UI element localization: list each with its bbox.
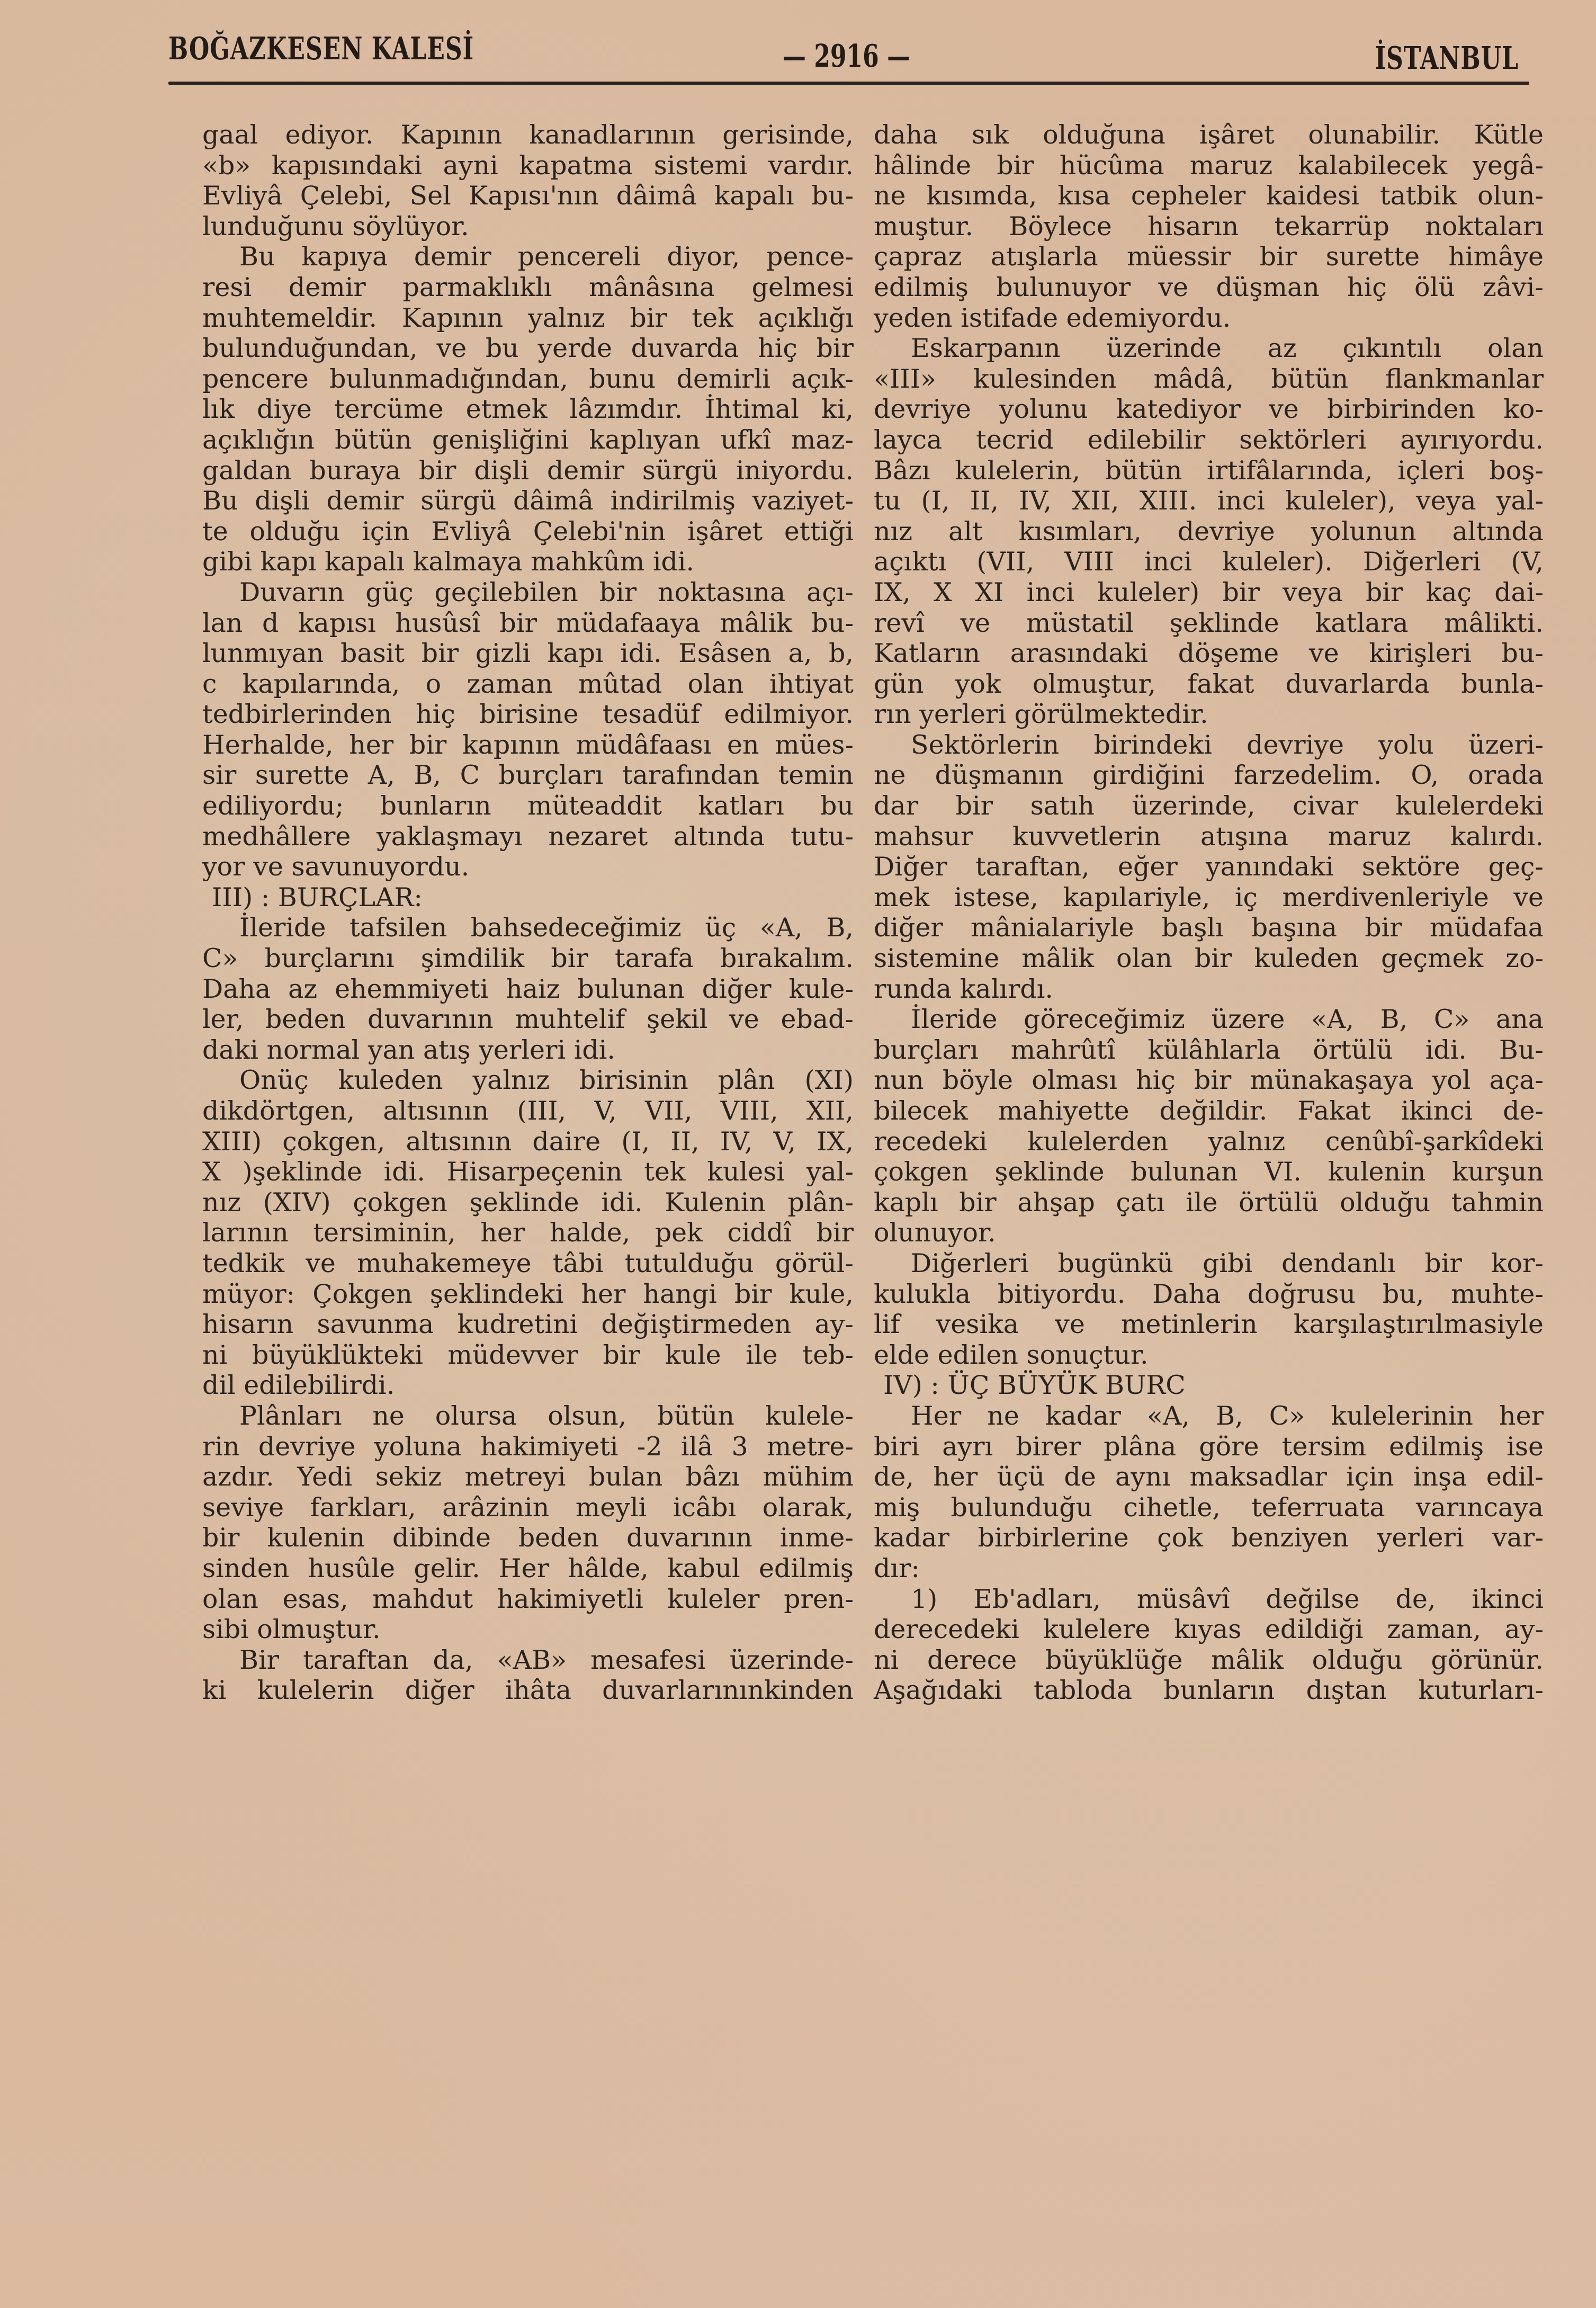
text-line: ki kulelerin diğer ihâta duvarlarınınkinden	[202, 1675, 854, 1706]
text-line: elde edilen sonuçtur.	[874, 1339, 1149, 1370]
text-line: Bir taraftan da, «AB» mesafesi üzerinde-	[239, 1644, 854, 1675]
text-line: gaal ediyor. Kapının kanadlarının gerisinde,	[202, 120, 854, 150]
text-line: bilecek mahiyette değildir. Fakat ikinci de-	[874, 1096, 1544, 1126]
text-line: mahsur kuvvetlerin atışına maruz kalırdı.	[874, 821, 1544, 852]
text-line: Evliyâ Çelebi, Sel Kapısı'nın dâimâ kapalı bu-	[202, 181, 854, 211]
text-line: nız alt kısımları, devriye yolunun altında	[874, 516, 1544, 547]
text-line: dır:	[874, 1553, 920, 1584]
text-line: miş bulunduğu cihetle, teferruata varıncaya	[874, 1492, 1544, 1523]
text-line: hâlinde bir hücûma maruz kalabilecek yegâ-	[874, 150, 1544, 181]
text-line: açıktı (VII, VIII inci kuleler). Diğerleri (V,	[874, 547, 1544, 577]
text-line: sinden husûle gelir. Her hâlde, kabul edilmiş	[202, 1553, 854, 1584]
text-line: yeden istifade edemiyordu.	[874, 302, 1231, 333]
text-line: hisarın savunma kudretini değiştirmeden ay-	[202, 1309, 854, 1340]
text-line: «III» kulesinden mâdâ, bütün flankmanlar	[874, 363, 1544, 394]
text-line: açıklığın bütün genişliğini kaplıyan ufkî maz-	[202, 424, 854, 455]
text-line: sibi olmuştur.	[202, 1614, 381, 1645]
text-line: İleride göreceğimiz üzere «A, B, C» ana	[911, 1004, 1544, 1035]
text-line: azdır. Yedi sekiz metreyi bulan bâzı mühim	[202, 1462, 854, 1492]
text-line: lık diye tercüme etmek lâzımdır. İhtimal ki,	[202, 394, 854, 425]
text-line: dar bir satıh üzerinde, civar kulelerdeki	[874, 791, 1544, 821]
text-line: yor ve savunuyordu.	[202, 852, 470, 882]
text-line: Katların arasındaki döşeme ve kirişleri bu-	[874, 638, 1544, 669]
text-line: ne kısımda, kısa cepheler kaidesi tatbik olun-	[874, 181, 1544, 211]
text-line: bulunduğundan, ve bu yerde duvarda hiç bir	[202, 333, 854, 364]
text-line: burçları mahrûtî külâhlarla örtülü idi. Bu-	[874, 1034, 1544, 1065]
text-line: ler, beden duvarının muhtelif şekil ve ebad-	[202, 1004, 854, 1035]
text-line: gün yok olmuştur, fakat duvarlarda bunla-	[874, 668, 1544, 699]
text-line: lunmıyan basit bir gizli kapı idi. Esâsen a, b,	[202, 638, 854, 669]
text-line: muştur. Böylece hisarın tekarrüp noktaları	[874, 211, 1544, 241]
text-line: Diğerleri bugünkü gibi dendanlı bir kor-	[911, 1248, 1544, 1278]
text-line: Bu kapıya demir pencereli diyor, pence-	[239, 241, 854, 272]
text-line: Bâzı kulelerin, bütün irtifâlarında, içleri boş-	[874, 455, 1544, 486]
page-number: — 2916 —	[783, 38, 911, 75]
right-column	[874, 120, 1544, 1706]
text-line: İleride tafsilen bahsedeceğimiz üç «A, B,	[239, 913, 854, 943]
text-line: tedbirlerinden hiç birisine tesadüf edilmiyor.	[202, 699, 854, 730]
text-line: Eskarpanın üzerinde az çıkıntılı olan	[911, 333, 1544, 364]
text-line: nun böyle olması hiç bir münakaşaya yol aça-	[874, 1065, 1544, 1096]
text-line: ni derece büyüklüğe mâlik olduğu görünür.	[874, 1644, 1544, 1675]
text-line: daki normal yan atış yerleri idi.	[202, 1034, 615, 1065]
text-line: kaplı bir ahşap çatı ile örtülü olduğu tahmin	[874, 1187, 1544, 1218]
text-line: lif vesika ve metinlerin karşılaştırılmasiyle	[874, 1309, 1544, 1340]
text-line: muhtemeldir. Kapının yalnız bir tek açıklığı	[202, 302, 854, 333]
text-line: kadar birbirlerine çok benziyen yerleri var-	[874, 1523, 1544, 1553]
text-line: Duvarın güç geçilebilen bir noktasına açı-	[239, 577, 854, 607]
text-line: c kapılarında, o zaman mûtad olan ihtiyat	[202, 668, 854, 699]
text-line: bir kulenin dibinde beden duvarının inme-	[202, 1523, 854, 1553]
text-line: 1) Eb'adları, müsâvî değilse de, ikinci	[911, 1584, 1544, 1614]
text-line: edilmiş bulunuyor ve düşman hiç ölü zâvi-	[874, 272, 1544, 302]
text-line: runda kalırdı.	[874, 973, 1053, 1004]
header-rule	[168, 82, 1529, 85]
text-line: ediliyordu; bunların müteaddit katları bu	[202, 791, 854, 821]
text-line: kulukla bitiyordu. Daha doğrusu bu, muhte-	[874, 1278, 1544, 1309]
text-line: çokgen şeklinde bulunan VI. kulenin kurşun	[874, 1157, 1544, 1187]
text-line: devriye yolunu katediyor ve birbirinden ko-	[874, 394, 1544, 425]
text-line: dil edilebilirdi.	[202, 1370, 395, 1401]
text-line: Bu dişli demir sürgü dâimâ indirilmiş vaziyet-	[202, 486, 854, 516]
text-line: tu (I, II, IV, XII, XIII. inci kuleler), veya yal-	[874, 486, 1544, 516]
text-line: pencere bulunmadığından, bunu demirli açık-	[202, 363, 854, 394]
text-line: dikdörtgen, altısının (III, V, VII, VIII, XII,	[202, 1096, 854, 1126]
text-line: Daha az ehemmiyeti haiz bulunan diğer kule-	[202, 973, 854, 1004]
running-title: BOĞAZKESEN KALESİ	[168, 31, 474, 67]
text-line: galdan buraya bir dişli demir sürgü iniyordu.	[202, 455, 854, 486]
text-line: tedkik ve muhakemeye tâbi tutulduğu görül-	[202, 1248, 854, 1278]
section-heading: IV) : ÜÇ BÜYÜK BURC	[883, 1370, 1186, 1401]
text-line: «b» kapısındaki ayni kapatma sistemi vardır.	[202, 150, 854, 181]
text-line: te olduğu için Evliyâ Çelebi'nin işâret ettiği	[202, 516, 854, 547]
text-line: seviye farkları, arâzinin meyli icâbı olarak,	[202, 1492, 854, 1523]
running-place: İSTANBUL	[1375, 40, 1519, 77]
text-line: Aşağıdaki tabloda bunların dıştan kuturları-	[874, 1675, 1544, 1706]
text-line: Diğer taraftan, eğer yanındaki sektöre geç-	[874, 852, 1544, 882]
text-line: biri ayrı birer plâna göre tersim edilmiş ise	[874, 1431, 1544, 1462]
left-column	[202, 120, 854, 1706]
text-line: lan d kapısı husûsî bir müdafaaya mâlik bu-	[202, 607, 854, 638]
text-line: çapraz atışlarla müessir bir surette himâye	[874, 241, 1544, 272]
text-line: IX, X XI inci kuleler) bir veya bir kaç dai-	[874, 577, 1544, 607]
text-line: larının tersiminin, her halde, pek ciddî bir	[202, 1218, 854, 1248]
text-line: daha sık olduğuna işâret olunabilir. Kütle	[874, 120, 1544, 150]
text-line: lunduğunu söylüyor.	[202, 211, 469, 241]
text-line: sistemine mâlik olan bir kuleden geçmek zo-	[874, 943, 1544, 974]
text-line: revî ve müstatil şeklinde katlara mâlikti.	[874, 607, 1544, 638]
text-line: diğer mânialariyle başlı başına bir müdafaa	[874, 913, 1544, 943]
text-line: ni büyüklükteki müdevver bir kule ile teb-	[202, 1339, 854, 1370]
text-line: sir surette A, B, C burçları tarafından temin	[202, 760, 854, 791]
text-line: recedeki kulelerden yalnız cenûbî-şarkîdeki	[874, 1126, 1544, 1157]
text-line: X )şeklinde idi. Hisarpeçenin tek kulesi yal-	[202, 1157, 854, 1187]
text-line: medhâllere yaklaşmayı nezaret altında tutu-	[202, 821, 854, 852]
text-line: de, her üçü de aynı maksadlar için inşa edil-	[874, 1462, 1544, 1492]
text-line: Herhalde, her bir kapının müdâfaası en mües-	[202, 729, 854, 760]
text-line: C» burçlarını şimdilik bir tarafa bırakalım.	[202, 943, 854, 974]
text-line: gibi kapı kapalı kalmaya mahkûm idi.	[202, 547, 695, 577]
text-line: olunuyor.	[874, 1218, 996, 1248]
text-line: müyor: Çokgen şeklindeki her hangi bir kule,	[202, 1278, 854, 1309]
text-line: Her ne kadar «A, B, C» kulelerinin her	[911, 1400, 1544, 1431]
text-line: olan esas, mahdut hakimiyetli kuleler pren-	[202, 1584, 854, 1614]
text-line: rin devriye yoluna hakimiyeti -2 ilâ 3 metre-	[202, 1431, 854, 1462]
text-line: derecedeki kulelere kıyas edildiği zaman, ay-	[874, 1614, 1544, 1645]
text-line: ne düşmanın girdiğini farzedelim. O, orada	[874, 760, 1544, 791]
section-heading: III) : BURÇLAR:	[212, 882, 423, 913]
text-line: layca tecrid edilebilir sektörleri ayırıyordu.	[874, 424, 1544, 455]
text-line: rın yerleri görülmektedir.	[874, 699, 1208, 730]
text-line: Plânları ne olursa olsun, bütün kulele-	[239, 1400, 854, 1431]
page-header	[168, 31, 1529, 89]
text-line: Onüç kuleden yalnız birisinin plân (XI)	[239, 1065, 854, 1096]
text-line: XIII) çokgen, altısının daire (I, II, IV, V, IX,	[202, 1126, 854, 1157]
text-line: mek istese, kapılariyle, iç merdivenleriyle ve	[874, 882, 1544, 913]
text-line: resi demir parmaklıklı mânâsına gelmesi	[202, 272, 854, 302]
text-line: nız (XIV) çokgen şeklinde idi. Kulenin plân-	[202, 1187, 854, 1218]
text-line: Sektörlerin birindeki devriye yolu üzeri-	[911, 729, 1544, 760]
